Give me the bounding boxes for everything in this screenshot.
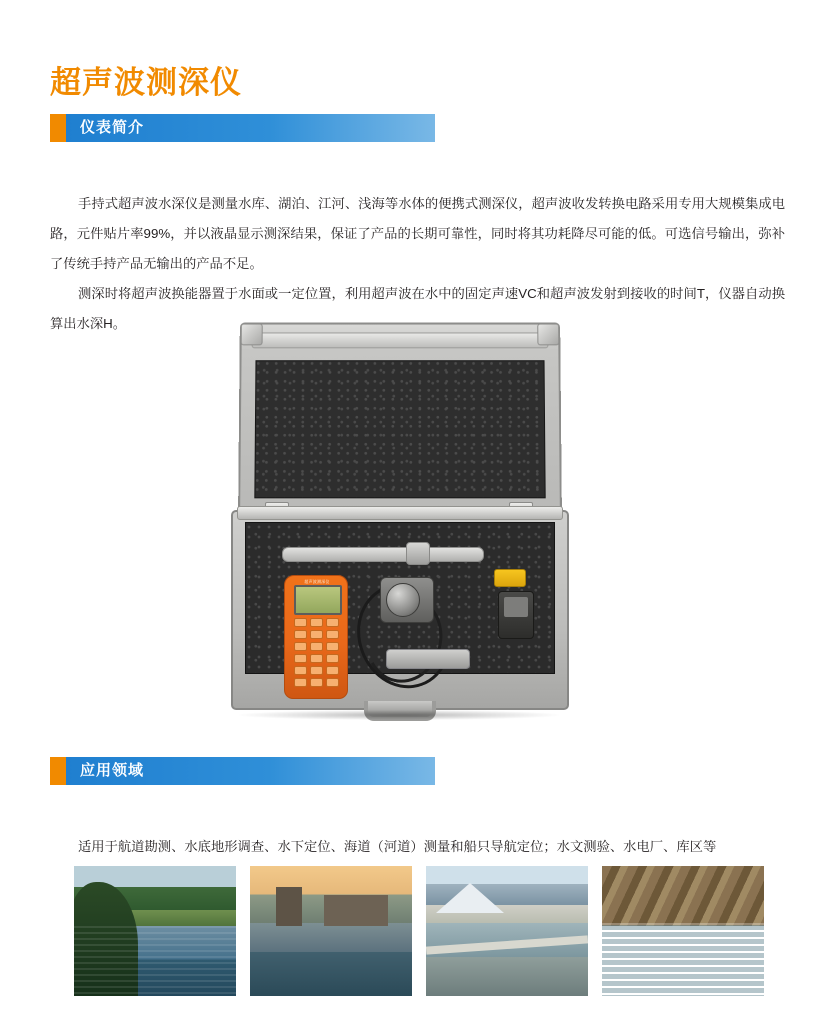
intro-paragraph-2-text: 测深时将超声波换能器置于水面或一定位置，利用超声波在水中的固定声速VC和超声波发射到接收的时间T，仪器自动换算出水深H。 — [50, 286, 785, 332]
page-title: 超声波测深仪 — [50, 64, 242, 100]
case-lid-rail — [252, 332, 549, 348]
weir-logs-water-photo — [602, 866, 764, 996]
case-base-lip — [237, 506, 563, 520]
charger-face — [504, 597, 528, 617]
intro-paragraph-1 — [50, 189, 785, 279]
section-header-intro — [50, 114, 435, 142]
ultrasonic-transducer — [380, 577, 434, 623]
section-header-intro-label: 仪表简介 — [80, 119, 145, 136]
measuring-rod — [282, 547, 484, 562]
case-corner-top-left — [241, 324, 263, 346]
transducer-face — [386, 583, 420, 617]
product-photo — [231, 322, 567, 726]
meter-lcd-screen — [294, 585, 342, 615]
accent-bar-orange — [50, 114, 66, 142]
application-thumbnail-row — [74, 866, 764, 996]
case-base — [231, 510, 569, 710]
case-shadow — [239, 710, 559, 720]
case-lid — [238, 323, 562, 513]
battery-charger — [498, 591, 534, 639]
meter-brand-label: 超声波测深仪 — [304, 579, 330, 584]
handheld-depth-meter — [284, 575, 348, 699]
section-header-applications-label: 应用领域 — [80, 762, 145, 779]
measuring-rod-knob — [406, 542, 430, 565]
case-lid-foam — [254, 360, 545, 498]
water-treatment-plant-photo — [426, 866, 588, 996]
meter-keypad — [294, 618, 338, 688]
intro-paragraph-1-text: 手持式超声波水深仪是测量水库、湖泊、江河、浅海等水体的便携式测深仪，超声波收发转换电路采用专用大规模集成电路，元件贴片率99%，并以液晶显示测深结果，保证了产品的长期可靠性，同时将其功耗降尽可能的低。可选信号输出，弥补了传统手持产品无输出的产品不足。 — [50, 196, 785, 272]
case-base-foam — [245, 522, 555, 674]
yellow-accessory-box — [494, 569, 526, 587]
riverside-town-photo — [250, 866, 412, 996]
accessory-block — [386, 649, 470, 669]
section-header-applications — [50, 757, 435, 785]
case-corner-top-right — [537, 324, 559, 346]
river-valley-photo — [74, 866, 236, 996]
accent-bar-orange — [50, 757, 66, 785]
applications-text: 适用于航道勘测、水底地形调查、水下定位、海道（河道）测量和船只导航定位；水文测验、水电厂、库区等 — [78, 839, 717, 855]
